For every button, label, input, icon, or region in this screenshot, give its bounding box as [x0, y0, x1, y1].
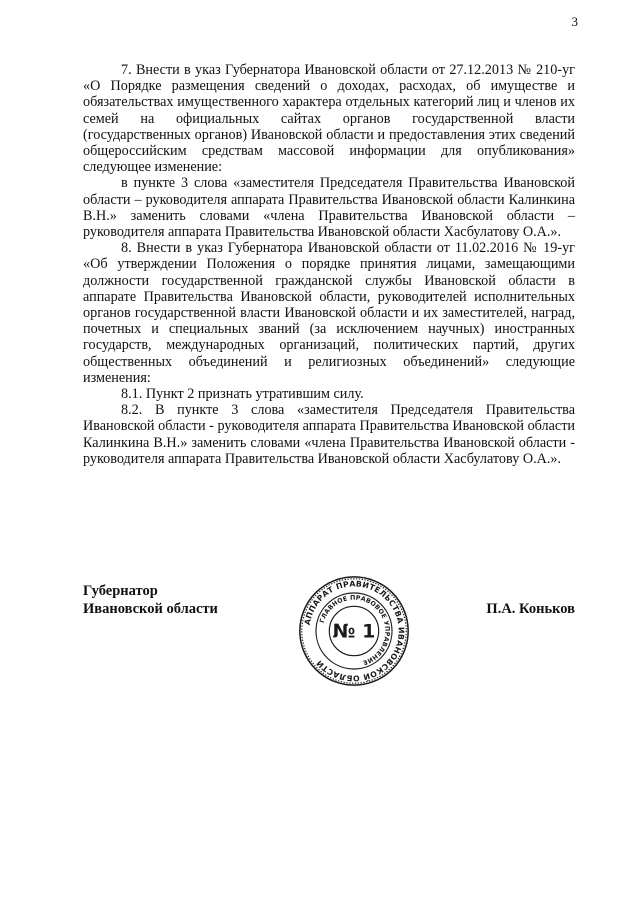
position-line-2: Ивановской области: [83, 601, 218, 617]
position-line-1: Губернатор: [83, 583, 158, 599]
official-stamp: [297, 574, 411, 688]
signatory-position: [83, 582, 218, 618]
stamp-number: № 1: [332, 620, 376, 643]
paragraph-item-7: 7. Внести в указ Губернатора Ивановской области от 27.12.2013 № 210-уг «О Порядке размещения сведений о доходах, расходах, об имуществе и обязательствах имущественного характера отдельных категорий лиц и членов их семей на официальных сайтах органов государственной власти (государственных органов) Ивановской области и предоставления этих сведений общероссийским средствам массовой информации для опубликования» следующее изменение:: [83, 62, 575, 176]
paragraph-item-8-2: 8.2. В пункте 3 слова «заместителя Председателя Правительства Ивановской области - руководителя аппарата Правительства Ивановской области Калинкина В.Н.» заменить словами «члена Правительства Ивановской области - руководителя аппарата Правительства Ивановской области Хасбулатову О.А.».: [83, 402, 575, 467]
paragraph-item-8-1: 8.1. Пункт 2 признать утратившим силу.: [121, 386, 364, 403]
paragraph-item-7-change: в пункте 3 слова «заместителя Председателя Правительства Ивановской области – руководителя аппарата Правительства Ивановской области Калинкина В.Н.» заменить словами «члена Правительства Ивановской области – руководителя аппарата Правительства Ивановской области Хасбулатову О.А.».: [83, 175, 575, 241]
page-number: 3: [571, 14, 578, 29]
signatory-name: П.А. Коньков: [486, 601, 575, 617]
document-body: [83, 62, 575, 467]
stamp-inner-text: ГЛАВНОЕ ПРАВОВОЕ УПРАВЛЕНИЕ: [318, 594, 391, 666]
signature-block: [83, 579, 575, 702]
stamp-outer-text: АППАРАТ ПРАВИТЕЛЬСТВА ИВАНОВСКОЙ ОБЛАСТИ: [302, 579, 406, 683]
paragraph-item-8: 8. Внести в указ Губернатора Ивановской области от 11.02.2016 № 19-уг «Об утверждении Положения о порядке принятия лицами, замещающими должности государственной гражданской службы Ивановской области в аппарате Правительства Ивановской области, руководителей исполнительных органов государственной власти Ивановской области и их заместителей, наград, почетных и специальных званий (за исключением научных) иностранных государств, международных организаций, политических партий, других общественных объединений и религиозных объединений» следующие изменения:: [83, 240, 575, 386]
